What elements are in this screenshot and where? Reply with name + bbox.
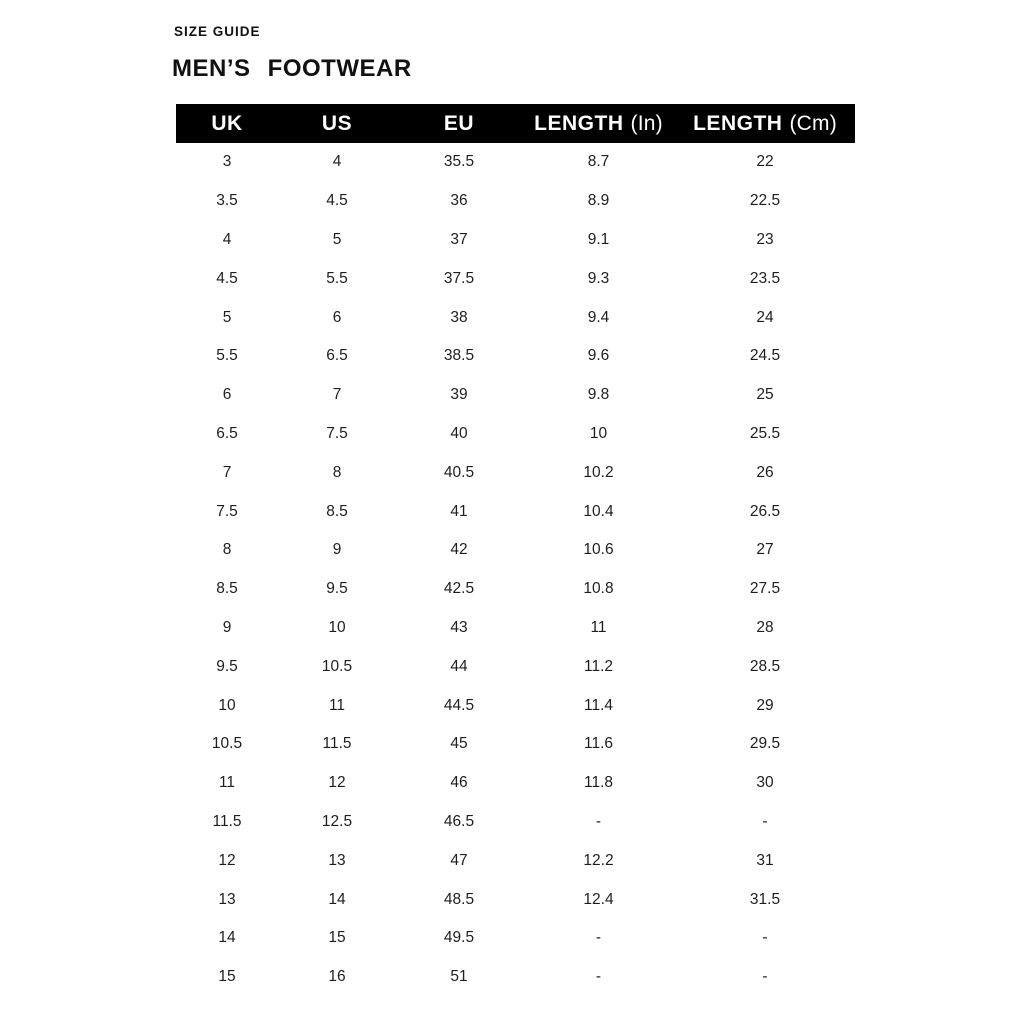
- table-cell: 39: [450, 386, 468, 404]
- table-cell: 42: [450, 541, 468, 559]
- table-cell: 41: [450, 502, 468, 520]
- table-cell: 24: [756, 308, 774, 326]
- table-cell: 9.8: [587, 386, 610, 404]
- table-cell: 9.1: [587, 230, 610, 248]
- table-row: [176, 609, 855, 648]
- table-cell: 12: [218, 851, 236, 869]
- table-cell: 36: [450, 192, 468, 210]
- table-cell: 6: [332, 308, 342, 326]
- size-table-header-row: [176, 104, 855, 143]
- table-cell: 45: [450, 735, 468, 753]
- table-cell: 12.4: [583, 890, 614, 908]
- table-cell: 8.7: [587, 153, 610, 171]
- table-cell: 44.5: [443, 696, 475, 714]
- table-cell: 31: [756, 851, 774, 869]
- table-cell: 23.5: [749, 269, 781, 287]
- table-cell: 23: [756, 230, 774, 248]
- table-row: [176, 764, 855, 803]
- table-cell: 27: [756, 541, 774, 559]
- table-cell: 4.5: [216, 269, 238, 287]
- table-cell: 46.5: [443, 812, 475, 830]
- table-cell: 11.2: [583, 657, 614, 675]
- table-cell: 8.9: [587, 192, 610, 210]
- table-cell: 7: [332, 386, 342, 404]
- table-row: [176, 221, 855, 260]
- table-cell: 26: [756, 463, 774, 481]
- table-cell: 5: [222, 308, 232, 326]
- table-cell: 11.8: [583, 774, 614, 792]
- table-row: [176, 919, 855, 958]
- table-cell: 6.5: [216, 424, 238, 442]
- column-header-label: LENGTH: [693, 111, 783, 135]
- table-cell: 24.5: [749, 347, 781, 365]
- table-cell: 9: [222, 618, 232, 636]
- table-cell: 29.5: [749, 735, 781, 753]
- table-cell: 6.5: [326, 347, 348, 365]
- table-cell: 11.5: [322, 735, 352, 753]
- table-cell: 10: [589, 424, 608, 442]
- table-cell: 44: [450, 657, 468, 675]
- table-cell: 11: [590, 618, 607, 636]
- table-cell: 11.5: [212, 812, 242, 830]
- column-header-unit: (In): [630, 111, 663, 135]
- column-header-label: EU: [443, 111, 475, 135]
- table-cell: 5.5: [216, 347, 238, 365]
- table-row: [176, 958, 855, 997]
- table-cell: 9.3: [587, 269, 610, 287]
- table-cell: 28: [756, 618, 774, 636]
- table-cell: 48.5: [443, 890, 475, 908]
- table-cell: 26.5: [749, 502, 781, 520]
- table-cell: 10.2: [583, 463, 614, 481]
- table-cell: 5.5: [326, 269, 348, 287]
- table-cell: 8: [332, 463, 342, 481]
- table-cell: 10: [328, 618, 346, 636]
- table-row: [176, 803, 855, 842]
- table-cell: 25: [756, 386, 774, 404]
- column-header-length-in: [522, 104, 675, 143]
- table-cell: 8.5: [216, 580, 238, 598]
- table-cell: 27.5: [749, 580, 781, 598]
- table-row: [176, 841, 855, 880]
- table-row: [176, 725, 855, 764]
- table-row: [176, 570, 855, 609]
- table-cell: 12: [328, 774, 346, 792]
- table-row: [176, 531, 855, 570]
- column-header-label: LENGTH: [534, 111, 624, 135]
- table-cell: 8.5: [326, 502, 348, 520]
- table-cell: 25.5: [749, 424, 781, 442]
- table-row: [176, 259, 855, 298]
- column-header-label: US: [321, 111, 353, 135]
- table-cell: 11: [328, 696, 346, 714]
- table-row: [176, 143, 855, 182]
- table-cell: 28.5: [749, 657, 781, 675]
- table-cell: 30: [756, 774, 774, 792]
- table-cell: 47: [450, 851, 468, 869]
- table-cell: 10.4: [583, 502, 614, 520]
- table-row: [176, 686, 855, 725]
- table-cell: 40: [450, 424, 468, 442]
- table-cell: -: [595, 812, 602, 830]
- table-cell: 3.5: [216, 192, 238, 210]
- table-cell: 40.5: [443, 463, 475, 481]
- table-cell: 11.4: [583, 696, 614, 714]
- table-cell: 42.5: [443, 580, 475, 598]
- table-cell: 38.5: [443, 347, 475, 365]
- table-cell: 15: [328, 929, 346, 947]
- table-cell: 29: [756, 696, 774, 714]
- table-cell: 9.6: [587, 347, 610, 365]
- table-cell: 49.5: [443, 929, 475, 947]
- table-cell: 7.5: [326, 424, 348, 442]
- table-cell: 37.5: [443, 269, 475, 287]
- size-guide-eyebrow: SIZE GUIDE: [174, 24, 261, 39]
- table-row: [176, 182, 855, 221]
- table-cell: 4: [332, 153, 342, 171]
- table-cell: 12.5: [321, 812, 353, 830]
- page-title: MEN’S FOOTWEAR: [172, 55, 412, 82]
- table-cell: 37: [450, 230, 468, 248]
- table-row: [176, 376, 855, 415]
- table-cell: -: [595, 968, 602, 986]
- column-header-label: UK: [211, 111, 243, 135]
- table-cell: 6: [222, 386, 232, 404]
- table-cell: 9.5: [326, 580, 348, 598]
- size-table-header: [176, 104, 855, 143]
- table-cell: 13: [218, 890, 236, 908]
- table-cell: -: [762, 968, 768, 986]
- table-cell: 46: [450, 774, 468, 792]
- table-cell: 7.5: [216, 502, 238, 520]
- table-cell: 43: [450, 618, 468, 636]
- table-cell: 9: [332, 541, 342, 559]
- table-row: [176, 492, 855, 531]
- table-cell: 11.6: [583, 735, 614, 753]
- column-header-eu: [396, 104, 522, 143]
- column-header-us: [278, 104, 396, 143]
- column-header-uk: [176, 104, 278, 143]
- column-header-length-cm: [675, 104, 855, 143]
- table-cell: 12.2: [583, 851, 614, 869]
- table-cell: 13: [328, 851, 346, 869]
- table-cell: 16: [328, 968, 346, 986]
- table-cell: 4: [222, 230, 232, 248]
- table-cell: 51: [450, 968, 468, 986]
- table-cell: 9.4: [587, 308, 610, 326]
- table-cell: 15: [218, 968, 236, 986]
- table-cell: 31.5: [749, 890, 781, 908]
- table-cell: 14: [218, 929, 236, 947]
- table-row: [176, 415, 855, 454]
- table-cell: 10: [218, 696, 236, 714]
- table-row: [176, 337, 855, 376]
- table-row: [176, 647, 855, 686]
- table-cell: 10.5: [211, 735, 243, 753]
- size-table: [176, 104, 855, 997]
- column-header-unit: (Cm): [789, 111, 837, 135]
- table-cell: 35.5: [443, 153, 475, 171]
- table-row: [176, 453, 855, 492]
- table-cell: 5: [332, 230, 342, 248]
- table-cell: 8: [222, 541, 232, 559]
- table-cell: 11: [218, 774, 236, 792]
- size-table-body: [176, 143, 855, 997]
- table-cell: 7: [222, 463, 232, 481]
- table-cell: 14: [328, 890, 346, 908]
- table-row: [176, 298, 855, 337]
- table-cell: 10.8: [583, 580, 614, 598]
- table-cell: 22: [756, 153, 774, 171]
- table-cell: 38: [450, 308, 468, 326]
- table-cell: 22.5: [749, 192, 781, 210]
- table-cell: -: [762, 812, 768, 830]
- table-cell: -: [762, 929, 768, 947]
- table-cell: 9.5: [216, 657, 238, 675]
- table-cell: -: [595, 929, 602, 947]
- table-row: [176, 880, 855, 919]
- table-cell: 10.6: [583, 541, 614, 559]
- table-cell: 4.5: [326, 192, 348, 210]
- table-cell: 3: [222, 153, 232, 171]
- table-cell: 10.5: [321, 657, 353, 675]
